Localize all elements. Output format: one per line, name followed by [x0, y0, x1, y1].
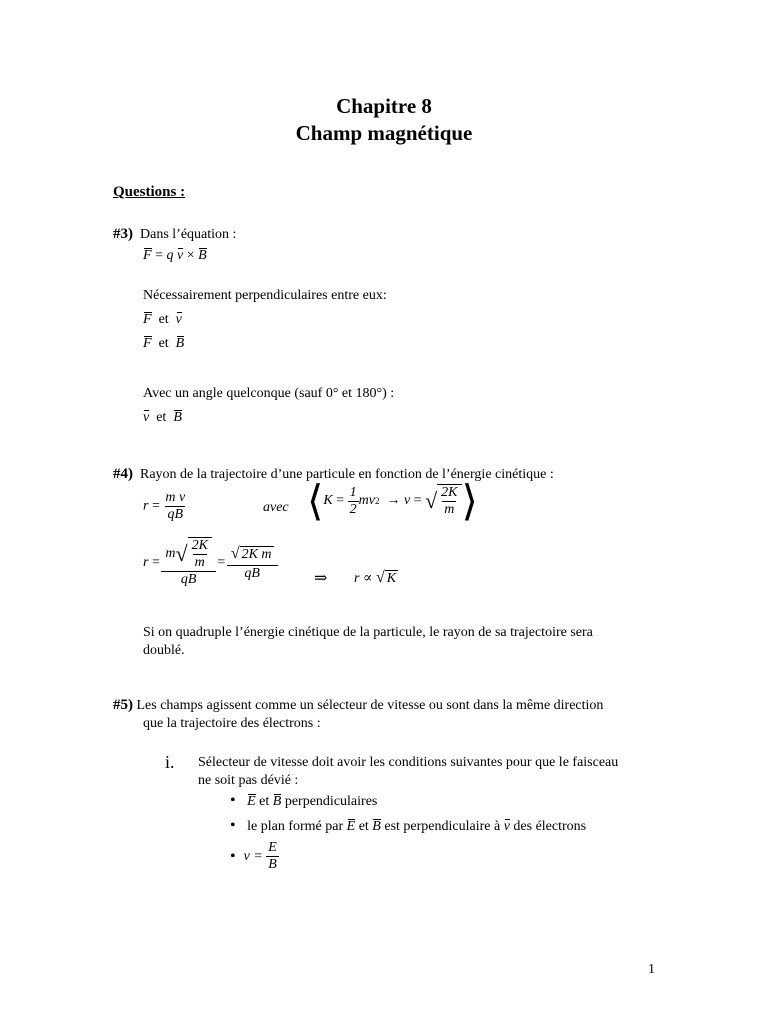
avec-word: avec	[263, 500, 289, 515]
bullet-2	[230, 817, 586, 835]
bullet-1-text: perpendiculaires	[284, 794, 378, 809]
force-vector: F	[143, 312, 152, 327]
sqrt-2Km-over-qB	[229, 543, 276, 582]
energy-relation: ⟨ K = $\frac{1}{2}$ mv 2 → v = √ $\frac{2K}{m}$ ⟩	[307, 476, 478, 525]
radical-icon: √	[425, 488, 438, 513]
numerator: E	[268, 840, 277, 855]
bullet-2-text-start: le plan formé par	[247, 819, 344, 834]
v-symbol: v	[403, 493, 411, 508]
numerator: 1	[349, 484, 357, 500]
denominator: m	[444, 502, 455, 517]
exponent: 2	[374, 496, 380, 506]
page-number: 1	[648, 962, 655, 977]
radical-icon: √	[230, 545, 240, 562]
et-word: et	[158, 336, 169, 351]
bullet-1	[230, 792, 377, 810]
subject-title: Champ magnétique	[295, 121, 473, 145]
perpendicular-text: Nécessairement perpendiculaires entre eux:	[143, 288, 387, 303]
radicand	[188, 537, 212, 571]
m-symbol: m	[165, 546, 176, 561]
big-fraction	[163, 537, 214, 588]
et-word: et	[158, 312, 169, 327]
r-symbol: r	[143, 554, 149, 570]
r-proportional: r ∝	[354, 570, 373, 586]
et-word: et	[358, 819, 369, 834]
field-vector: B	[175, 336, 185, 351]
right-angle-bracket: ⟩	[461, 476, 478, 525]
question-5-number: #5)	[113, 697, 133, 713]
r-symbol: r	[143, 498, 149, 514]
bullet-icon: •	[230, 847, 236, 865]
bullet-icon: •	[230, 817, 236, 834]
one-half	[348, 485, 359, 518]
selector-line-2: ne soit pas dévié :	[198, 773, 299, 788]
radius-substituted: r = m √ $\frac{2K}{m}$ qB = √ 2K m qB	[143, 537, 276, 588]
numerator	[229, 543, 276, 565]
questions-heading: Questions :	[113, 184, 186, 200]
sqrt-2Km	[231, 543, 274, 565]
radius-formula: r = $\frac{\text{m v}}{qB}$	[143, 490, 186, 522]
et-word: et	[156, 410, 167, 425]
left-angle-bracket: ⟨	[307, 476, 324, 525]
sqrt-K	[376, 567, 398, 589]
pair-F-B	[143, 336, 184, 352]
conclusion-line-1: Si on quadruple l’énergie cinétique de la particule, le rayon de sa trajectoire sera	[143, 625, 593, 640]
conclusion-line-2: doublé.	[143, 643, 185, 658]
bullet-icon: •	[230, 792, 236, 809]
implies-arrow: ⇒	[314, 570, 328, 587]
sqrt-2K-over-m	[425, 484, 461, 518]
proportional-relation	[354, 567, 398, 589]
mv-symbol: mv	[358, 493, 375, 508]
velocity-vector: v	[175, 312, 182, 327]
field-vector: B	[198, 248, 207, 263]
roman-numeral-i: i.	[165, 752, 175, 772]
question-5-intro	[113, 697, 603, 714]
K-symbol: K	[323, 493, 333, 508]
angle-text: Avec un angle quelconque (sauf 0° et 180°) :	[143, 386, 395, 401]
question-3-intro	[113, 226, 236, 243]
question-4-text: Rayon de la trajectoire d’une particule en fonction de l’énergie cinétique :	[140, 467, 554, 482]
B-vector: B	[372, 819, 381, 834]
numerator: 2K	[191, 538, 208, 553]
sqrt-2K-over-m	[175, 537, 211, 571]
radicand: 2K m	[241, 546, 272, 562]
denominator: qB	[161, 571, 216, 588]
charge-symbol: q	[166, 248, 174, 263]
E-over-B	[266, 840, 279, 873]
numerator	[163, 537, 214, 571]
denominator: qB	[167, 507, 184, 522]
field-vector: B	[173, 410, 182, 425]
numerator: m v	[165, 490, 186, 505]
denominator: qB	[227, 565, 278, 582]
2K-over-m	[439, 485, 459, 518]
bullet-3	[230, 840, 279, 873]
question-5-text-1: Les champs agissent comme un sélecteur de vitesse ou sont dans la même direction	[136, 698, 604, 713]
E-vector: E	[247, 794, 256, 809]
numerator: 2K	[441, 485, 458, 500]
mv-over-qB	[163, 490, 187, 523]
radical-icon: √	[175, 541, 188, 566]
radicand	[437, 484, 461, 518]
chapter-title: Chapitre 8	[336, 94, 432, 118]
lorentz-equation: F = q v × B	[143, 248, 207, 263]
radical-icon: √	[375, 569, 385, 586]
pair-v-B	[143, 410, 182, 426]
2K-over-m	[190, 538, 210, 571]
denominator: 2	[349, 501, 357, 517]
radicand: K	[386, 570, 397, 586]
bullet-2-text-end: des électrons	[513, 819, 587, 834]
denominator: m	[194, 555, 205, 570]
velocity-vector: v	[143, 410, 150, 425]
B-vector: B	[272, 794, 282, 809]
question-3-text: Dans l’équation :	[140, 227, 237, 242]
force-vector: F	[143, 248, 152, 263]
E-vector: E	[346, 819, 356, 834]
question-3-number: #3)	[113, 226, 133, 242]
et-word: et	[259, 794, 270, 809]
v-vector: v	[503, 819, 510, 834]
question-4-number: #4)	[113, 466, 133, 482]
pair-F-v	[143, 312, 182, 328]
bullet-2-text-mid: est perpendiculaire à	[384, 819, 501, 834]
question-5-text-2: que la trajectoire des électrons :	[143, 716, 321, 731]
force-vector: F	[143, 336, 152, 351]
denominator: B	[268, 857, 277, 872]
selector-line-1: Sélecteur de vitesse doit avoir les conditions suivantes pour que le faisceau	[198, 755, 619, 770]
velocity-vector: v	[176, 248, 184, 263]
v-equals: v =	[243, 848, 263, 864]
